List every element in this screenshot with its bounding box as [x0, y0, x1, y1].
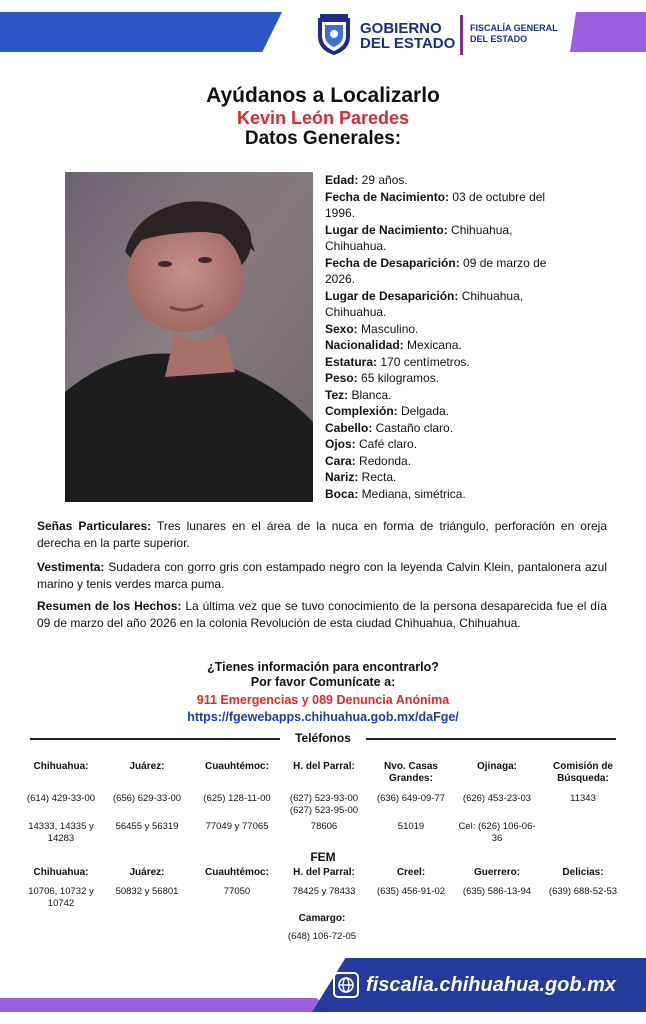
fem-phone: (639) 688-52-53 [548, 886, 618, 897]
telefonos-phone: 11343 [570, 793, 596, 804]
fact-row [325, 403, 565, 420]
telefonos-header: Juárez: [129, 761, 165, 772]
telefonos-extension: 14333, 14335 y 14283 [28, 821, 94, 844]
fact-label: Lugar de Nacimiento: [325, 222, 448, 237]
fem-header: Guerrero: [473, 867, 521, 878]
fact-label: Cara: [325, 453, 356, 468]
gobierno-line1: GOBIERNO [360, 20, 442, 37]
fact-value: Delgada. [397, 404, 450, 418]
fact-label: Nacionalidad: [325, 338, 404, 352]
fem-header: Cuauhtémoc: [205, 867, 269, 878]
fact-value: 170 centímetros. [377, 354, 470, 369]
fiscalia-logo-text [470, 23, 558, 45]
fem-phone: 10706, 10732 y 10742 [28, 886, 94, 909]
telefonos-header: Cuauhtémoc: [205, 761, 269, 772]
fem-title: FEM [310, 850, 336, 864]
fiscalia-line2: DEL ESTADO [470, 34, 528, 44]
fact-label: Nariz: [325, 470, 359, 484]
fact-row [325, 222, 565, 255]
camargo-phone: (648) 106-72-05 [287, 931, 357, 942]
fact-row [325, 255, 565, 288]
fact-row [325, 337, 565, 354]
fact-row [325, 370, 565, 387]
fact-label: Lugar de Desaparición: [325, 288, 459, 303]
fact-value: Café claro. [355, 437, 418, 451]
resumen-text: La última vez que se tuvo conocimiento de la persona desaparecida fue el día 09 de marzo del año 2026 en la colonia Revolución de esta ciudad Chihuahua, Chihuahua. [37, 599, 607, 630]
vestimenta-label: Vestimenta: [37, 560, 105, 574]
gobierno-line2: DEL ESTADO [360, 35, 456, 52]
fiscalia-line1: FISCALÍA GENERAL [470, 23, 558, 33]
emergency-numbers: 911 Emergencias y 089 Denuncia Anónima [196, 693, 450, 707]
senas-text: Tres lunares en el área de la nuca en forma de triángulo, perforación en oreja derecha en la parte superior. [37, 519, 607, 550]
fact-label: Complexión: [325, 404, 398, 418]
fem-header: Delicias: [562, 867, 604, 878]
fact-label: Fecha de Nacimiento: [325, 189, 450, 204]
fem-header: Chihuahua: [33, 867, 89, 878]
fact-row [325, 453, 565, 470]
missing-person-name: Kevin León Paredes [236, 108, 410, 128]
telefonos-extension: 78606 [310, 821, 338, 832]
telefonos-header: Ojinaga: [476, 761, 517, 772]
fact-label: Peso: [325, 371, 358, 385]
telefonos-header: Chihuahua: [33, 761, 89, 772]
fact-value: Castaño claro. [372, 420, 454, 435]
fact-label: Boca: [325, 486, 359, 501]
resumen-hechos [37, 598, 607, 631]
fact-value: Blanca. [348, 387, 392, 402]
fact-row [325, 420, 565, 437]
globe-icon [333, 972, 359, 998]
fem-header: Creel: [396, 867, 426, 878]
telefonos-phone: (627) 523-93-00 (627) 523-95-00 [289, 793, 359, 816]
info-question: ¿Tienes información para encontrarlo? [207, 660, 439, 674]
contact-please: Por favor Comunícate a: [250, 675, 396, 689]
telefonos-header: H. del Parral: [293, 761, 355, 772]
fact-row [325, 354, 565, 371]
telefonos-extension: 77049 y 77065 [205, 821, 269, 832]
fem-phone: (635) 456-91-02 [376, 886, 446, 897]
telefonos-header: Comisión de Búsqueda: [552, 761, 613, 784]
vestimenta [37, 559, 607, 592]
fact-label: Cabello: [325, 420, 373, 435]
fact-label: Ojos: [325, 437, 356, 451]
telefonos-phone: (636) 649-09-77 [376, 793, 446, 804]
fact-value: Masculino. [357, 321, 419, 336]
senas-label: Señas Particulares: [37, 519, 152, 533]
resumen-label: Resumen de los Hechos: [37, 599, 182, 613]
gobierno-logo-text [360, 21, 455, 51]
telefonos-phone: (656) 629-33-00 [112, 793, 182, 804]
footer-purple-band [0, 998, 330, 1012]
header-divider [460, 15, 463, 55]
fact-row [325, 189, 565, 222]
telefonos-phone: (625) 128-11-00 [203, 793, 271, 804]
fact-value: 09 de marzo de 2026. [325, 255, 547, 286]
fem-header: Juárez: [129, 867, 165, 878]
senas-particulares [37, 518, 607, 551]
fact-value: 65 kilogramos. [357, 371, 440, 385]
telefonos-phone: (614) 429-33-00 [26, 793, 96, 804]
state-shield-icon [316, 14, 352, 56]
fact-value: Mediana, simétrica. [358, 486, 466, 501]
fact-row [325, 436, 565, 453]
fact-label: Sexo: [325, 321, 358, 336]
fact-row [325, 387, 565, 404]
missing-person-photo [65, 172, 313, 502]
fem-phone: 77050 [223, 886, 251, 897]
fact-value: Mexicana. [403, 338, 462, 352]
general-data-list [325, 172, 565, 502]
fem-header: H. del Parral: [293, 867, 355, 878]
telefonos-phone: (626) 453-23-03 [462, 793, 532, 804]
fact-label: Fecha de Desaparición: [325, 255, 460, 270]
fact-value: Recta. [358, 470, 397, 484]
fact-label: Edad: [325, 173, 359, 187]
page-title: Ayúdanos a Localizarlo [206, 84, 440, 107]
fact-row [325, 288, 565, 321]
fact-value: Chihuahua, Chihuahua. [325, 222, 513, 253]
fact-value: Redonda. [355, 453, 412, 468]
fact-label: Tez: [325, 387, 349, 402]
header-purple-band [570, 12, 646, 52]
telefonos-extension: 56455 y 56319 [115, 821, 179, 832]
fact-row [325, 321, 565, 338]
vestimenta-text: Sudadera con gorro gris con estampado negro con la leyenda Calvin Klein, pantalonera azul marino y tenis verdes marca puma. [37, 560, 607, 591]
telefonos-extension: Cel: (626) 106-06-36 [458, 821, 536, 844]
fem-phone: 50832 y 56801 [115, 886, 179, 897]
section-title-datos: Datos Generales: [244, 128, 402, 149]
fem-phone: (635) 586-13-94 [462, 886, 532, 897]
telefonos-extension: 51019 [397, 821, 425, 832]
fact-value: 29 años. [358, 173, 408, 187]
fact-row [325, 172, 565, 189]
footer-website[interactable]: fiscalia.chihuahua.gob.mx [366, 974, 617, 996]
telefonos-title: Teléfonos [295, 731, 351, 745]
report-link[interactable]: https://fgewebapps.chihuahua.gob.mx/daFge/ [187, 710, 459, 724]
fact-row [325, 486, 565, 503]
camargo-label: Camargo: [298, 913, 346, 924]
header-blue-band [0, 12, 282, 52]
fact-value: 03 de octubre del 1996. [325, 189, 546, 220]
fact-label: Estatura: [325, 354, 378, 369]
telefonos-header: Nvo. Casas Grandes: [384, 761, 438, 784]
fact-row [325, 469, 565, 486]
fact-value: Chihuahua, Chihuahua. [325, 288, 524, 319]
fem-phone: 78425 y 78433 [292, 886, 356, 897]
